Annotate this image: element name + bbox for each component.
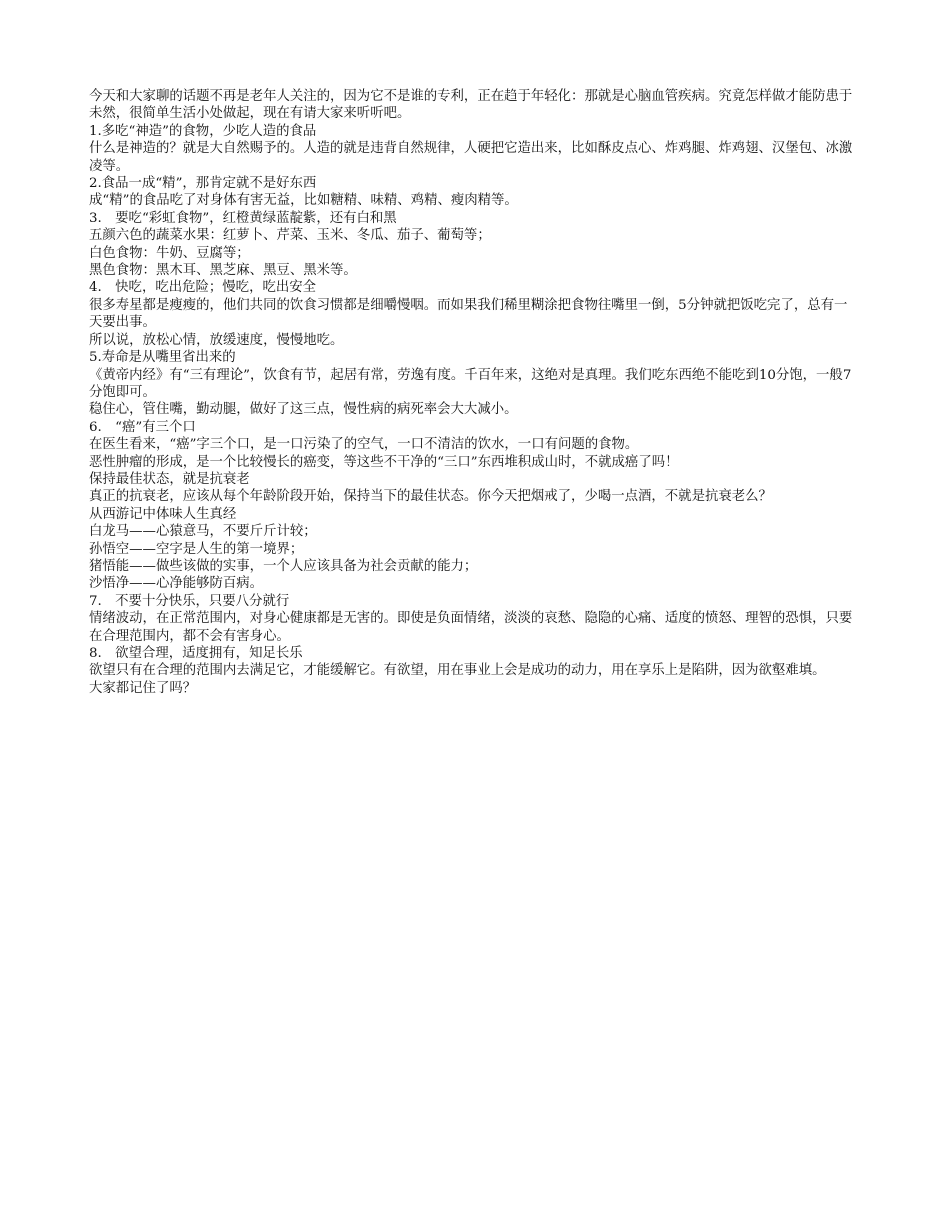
section-body-5a: 《黄帝内经》有“三有理论”，饮食有节，起居有常，劳逸有度。千百年来，这绝对是真理。我们吃东西绝不能吃到10分饱，一般7分饱即可。 xyxy=(89,367,852,400)
section-body-6a: 在医生看来，“癌”字三个口，是一口污染了的空气，一口不清洁的饮水，一口有问题的食物。 xyxy=(89,437,639,453)
section-body-4b: 所以说，放松心情，放缓速度，慢慢地吃。 xyxy=(89,332,344,348)
section-heading-5: 5.寿命是从嘴里省出来的 xyxy=(89,350,236,366)
section-heading-4: 4. 快吃，吃出危险；慢吃，吃出安全 xyxy=(89,280,317,296)
section-heading-2: 2.食品一成“精”，那肯定就不是好东西 xyxy=(89,176,317,192)
document-body xyxy=(89,88,859,697)
subheading-anti-aging: 保持最佳状态，就是抗衰老 xyxy=(89,471,250,487)
section-heading-3: 3. 要吃“彩虹食物”，红橙黄绿蓝靛紫，还有白和黑 xyxy=(89,210,397,226)
closing-question: 大家都记住了吗？ xyxy=(89,680,197,696)
subheading-journey-west: 从西游记中体味人生真经 xyxy=(89,506,237,522)
section-body-5b: 稳住心，管住嘴，勤动腿，做好了这三点，慢性病的病死率会大大减小。 xyxy=(89,402,518,418)
body-anti-aging: 真正的抗衰老，应该从每个年龄阶段开始，保持当下的最佳状态。你今天把烟戒了，少喝一点酒，不就是抗衰老么？ xyxy=(89,489,772,505)
section-body-8: 欲望只有在合理的范围内去满足它，才能缓解它。有欲望，用在事业上会是成功的动力，用在享乐上是陷阱，因为欲壑难填。 xyxy=(89,663,826,679)
section-body-3b: 白色食物：牛奶、豆腐等； xyxy=(89,245,250,261)
section-body-6b: 恶性肿瘤的形成，是一个比较慢长的癌变，等这些不干净的“三口”东西堆积成山时，不就成癌了吗！ xyxy=(89,454,679,470)
section-heading-1: 1.多吃“神造”的食物，少吃人造的食品 xyxy=(89,123,317,139)
section-body-7: 情绪波动，在正常范围内，对身心健康都是无害的。即使是负面情绪，淡淡的哀愁、隐隐的心痛、适度的愤怒、理智的恐惧，只要在合理范围内，都不会有害身心。 xyxy=(89,611,853,644)
section-body-3a: 五颜六色的蔬菜水果：红萝卜、芹菜、玉米、冬瓜、茄子、葡萄等； xyxy=(89,228,491,244)
journey-item-white-dragon: 白龙马——心猿意马，不要斤斤计较； xyxy=(89,524,317,540)
section-body-2: 成“精”的食品吃了对身体有害无益，比如糖精、味精、鸡精、瘦肉精等。 xyxy=(89,193,518,209)
journey-item-sun-wukong: 孙悟空——空字是人生的第一境界； xyxy=(89,541,304,557)
journey-item-sha-wujing: 沙悟净——心净能够防百病。 xyxy=(89,576,264,592)
section-body-3c: 黑色食物：黑木耳、黑芝麻、黑豆、黑米等。 xyxy=(89,263,357,279)
section-body-1: 什么是神造的？就是大自然赐予的。人造的就是违背自然规律，人硬把它造出来，比如酥皮点心、炸鸡腿、炸鸡翅、汉堡包、冰激凌等。 xyxy=(89,141,853,174)
section-heading-6: 6. “癌”有三个口 xyxy=(89,419,196,435)
section-body-4a: 很多寿星都是瘦瘦的，他们共同的饮食习惯都是细嚼慢咽。而如果我们稀里糊涂把食物往嘴里一倒，5分钟就把饭吃完了，总有一天要出事。 xyxy=(89,297,848,331)
intro-paragraph: 今天和大家聊的话题不再是老年人关注的，因为它不是谁的专利，正在趋于年轻化：那就是心脑血管疾病。究竟怎样做才能防患于未然，很简单生活小处做起，现在有请大家来听听吧。 xyxy=(89,89,853,122)
section-heading-8: 8. 欲望合理，适度拥有，知足长乐 xyxy=(89,646,303,661)
journey-item-zhu-wuneng: 猪悟能——做些该做的实事，一个人应该具备为社会贡献的能力； xyxy=(89,558,478,574)
section-heading-7: 7. 不要十分快乐，只要八分就行 xyxy=(89,593,290,609)
